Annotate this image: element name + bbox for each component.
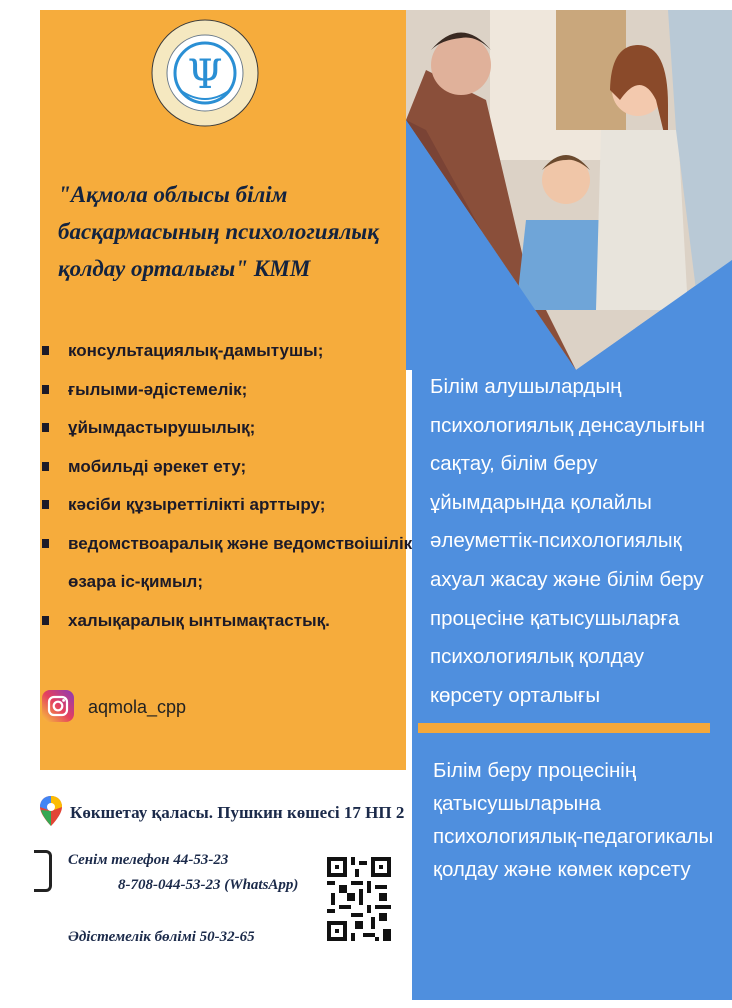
center-logo	[150, 18, 260, 128]
service-label: консультациялық-дамытушы;	[68, 341, 324, 360]
bullet-icon	[42, 462, 49, 471]
mission-line: Білім алушылардың	[430, 375, 622, 398]
address-text: Көкшетау қаласы. Пушкин көшесі 17 НП 2	[70, 803, 405, 822]
list-item	[40, 340, 420, 379]
mission-line: сақтау, білім беру	[430, 452, 598, 476]
support-line: психологиялық-педагогикалы	[433, 825, 714, 848]
bullet-icon	[42, 346, 49, 355]
support-line: Білім беру процесінің	[433, 759, 637, 782]
list-item	[40, 610, 420, 649]
list-item	[40, 456, 420, 495]
support-statement	[433, 754, 731, 886]
mission-line: ахуал жасау және білім беру	[430, 567, 704, 591]
service-label-continued: өзара іс-қимыл;	[68, 572, 203, 591]
service-label: ұйымдастырушылық;	[68, 418, 256, 437]
instagram-icon[interactable]	[42, 690, 74, 722]
service-label: халықаралық ынтымақтастық.	[68, 610, 330, 630]
mission-line: ұйымдарында қолайлы	[430, 490, 652, 514]
bullet-icon	[42, 500, 49, 509]
phone-icon	[34, 850, 52, 892]
service-label: мобильді әрекет ету;	[68, 456, 247, 476]
bullet-icon	[42, 385, 49, 394]
service-label: кәсіби құзыреттілікті арттыру;	[68, 495, 326, 514]
instagram-handle[interactable]: aqmola_cpp	[88, 697, 187, 717]
qr-code-icon[interactable]	[327, 856, 391, 942]
mission-line: процесіне қатысушыларға	[430, 606, 680, 630]
services-list	[40, 340, 420, 648]
mission-line: психологиялық денсаулығын	[430, 413, 705, 437]
svg-text:Ψ: Ψ	[187, 52, 223, 98]
bullet-icon	[42, 423, 49, 432]
list-item	[40, 379, 420, 418]
service-label: ғылыми-әдістемелік;	[68, 379, 248, 399]
mission-line: әлеуметтік-психологиялық	[430, 529, 682, 553]
title-line-1: "Ақмола облысы білім	[58, 182, 288, 207]
family-photo	[406, 10, 732, 370]
support-line: қатысушыларына	[433, 792, 601, 815]
trust-phone[interactable]: Сенім телефон 44-53-23	[68, 852, 229, 868]
list-item	[40, 533, 420, 572]
bullet-icon	[42, 539, 49, 548]
mission-line: көрсету орталығы	[430, 683, 601, 707]
service-label: ведомствоаралық және ведомствоішілік	[68, 533, 413, 553]
list-item-continuation	[40, 571, 420, 610]
method-dept-phone[interactable]: Әдістемелік бөлімі 50-32-65	[68, 929, 255, 945]
whatsapp-phone[interactable]: 8-708-044-53-23 (WhatsApp)	[118, 877, 299, 893]
support-line: қолдау және көмек көрсету	[433, 858, 691, 881]
mission-statement	[430, 368, 730, 715]
bullet-icon	[42, 616, 49, 625]
organization-title	[58, 176, 398, 287]
list-item	[40, 417, 420, 456]
title-line-2: басқармасының психологиялық	[58, 219, 379, 244]
mission-line: психологиялық қолдау	[430, 645, 645, 669]
section-divider	[418, 723, 710, 733]
location-pin-icon	[40, 796, 62, 826]
list-item	[40, 494, 420, 533]
title-line-3: қолдау орталығы" КММ	[58, 256, 311, 281]
